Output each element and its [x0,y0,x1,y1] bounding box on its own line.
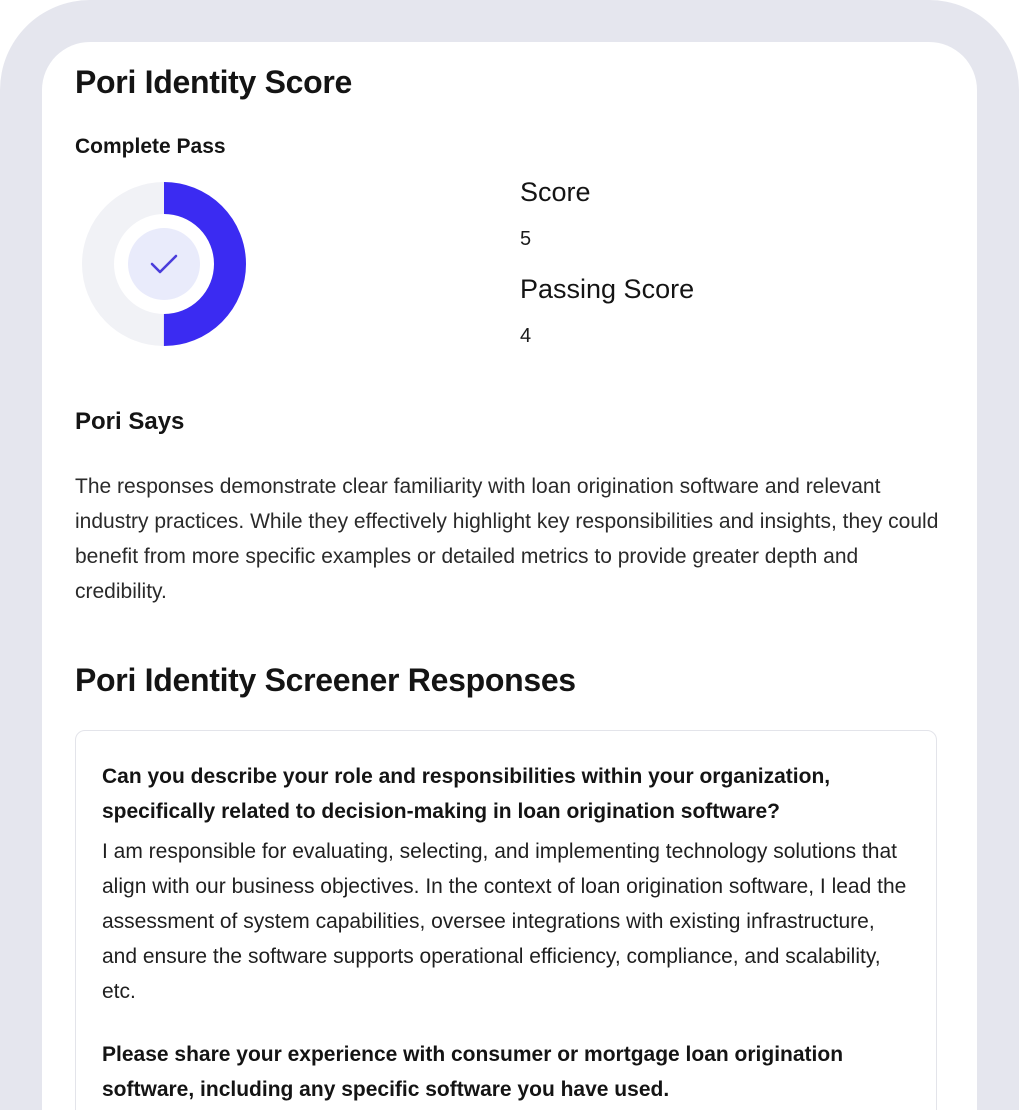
pori-says-heading: Pori Says [75,408,185,435]
response-question-1: Can you describe your role and responsibilities within your organization, specifically related to decision-making in loan origination software? [102,765,831,823]
score-stats [520,172,694,366]
passing-score-heading: Passing Score [520,274,695,304]
response-answer-1: I am responsible for evaluating, selecting, and implementing technology solutions that align with our business objectives. In the context of loan origination software, I lead the assessment of system capabilities, oversee integrations with existing infrastructure, and ensure the software supports operational efficiency, compliance, and scalability, etc. [102,840,907,1003]
response-question-2: Please share your experience with consumer or mortgage loan origination software, including any specific software you have used. [102,1043,844,1101]
score-donut-chart [82,182,246,346]
donut-inner-badge [128,228,200,300]
responses-card [75,730,937,1110]
responses-heading: Pori Identity Screener Responses [75,662,576,698]
page-title: Pori Identity Score [75,64,353,100]
pori-says-text: The responses demonstrate clear familiarity with loan origination software and relevant industry practices. While they effectively highlight key responsibilities and insights, they could benefit from more specific examples or detailed metrics to provide greater depth and credibility. [75,475,939,603]
screen [42,42,977,1110]
passing-score-value: 4 [520,325,532,347]
result-status-label: Complete Pass [75,135,226,158]
score-value: 5 [520,228,532,250]
score-heading: Score [520,177,591,207]
